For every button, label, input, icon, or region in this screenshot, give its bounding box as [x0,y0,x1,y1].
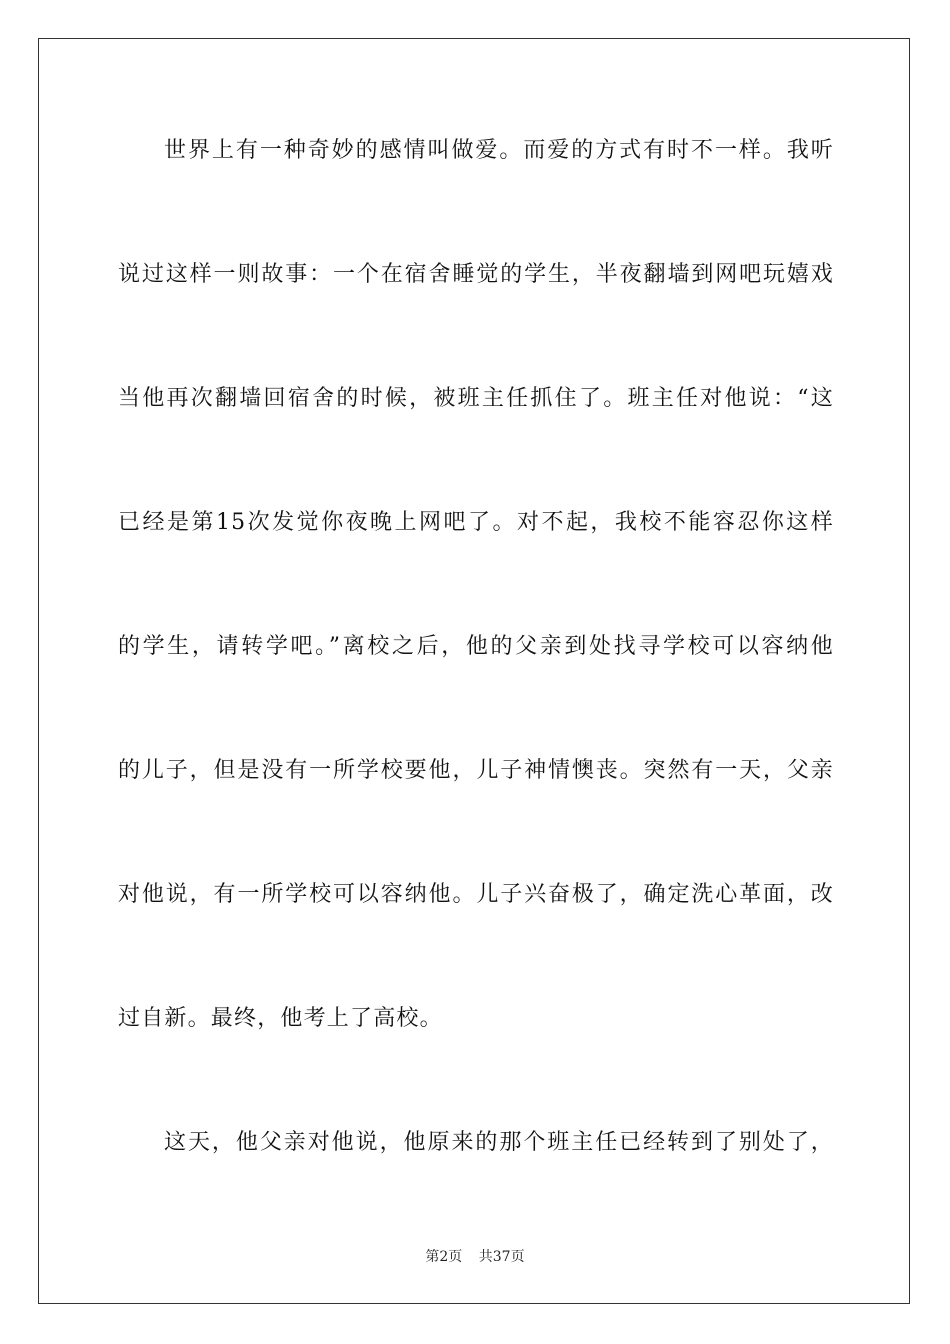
paragraph-line: 说过这样一则故事：一个在宿舍睡觉的学生，半夜翻墙到网吧玩嬉戏 [118,262,834,287]
paragraph-line: 世界上有一种奇妙的感情叫做爱。而爱的方式有时不一样。我听 [164,138,834,163]
paragraph-line: 过自新。最终，他考上了高校。 [118,1006,443,1031]
page-number: 第2页 [425,1249,463,1265]
page-border [38,38,910,1304]
paragraph-line: 这天，他父亲对他说，他原来的那个班主任已经转到了别处了， [164,1130,834,1155]
paragraph-line: 对他说，有一所学校可以容纳他。儿子兴奋极了，确定洗心革面，改 [118,882,834,907]
total-pages: 共37页 [478,1249,525,1265]
page-footer [0,1246,950,1266]
paragraph-line: 当他再次翻墙回宿舍的时候，被班主任抓住了。班主任对他说：“这 [118,386,834,411]
paragraph-line: 的学生，请转学吧。”离校之后，他的父亲到处找寻学校可以容纳他 [118,634,834,659]
paragraph-line: 已经是第15次发觉你夜晚上网吧了。对不起，我校不能容忍你这样 [118,510,834,535]
paragraph-line: 的儿子，但是没有一所学校要他，儿子神情懊丧。突然有一天，父亲 [118,758,834,783]
